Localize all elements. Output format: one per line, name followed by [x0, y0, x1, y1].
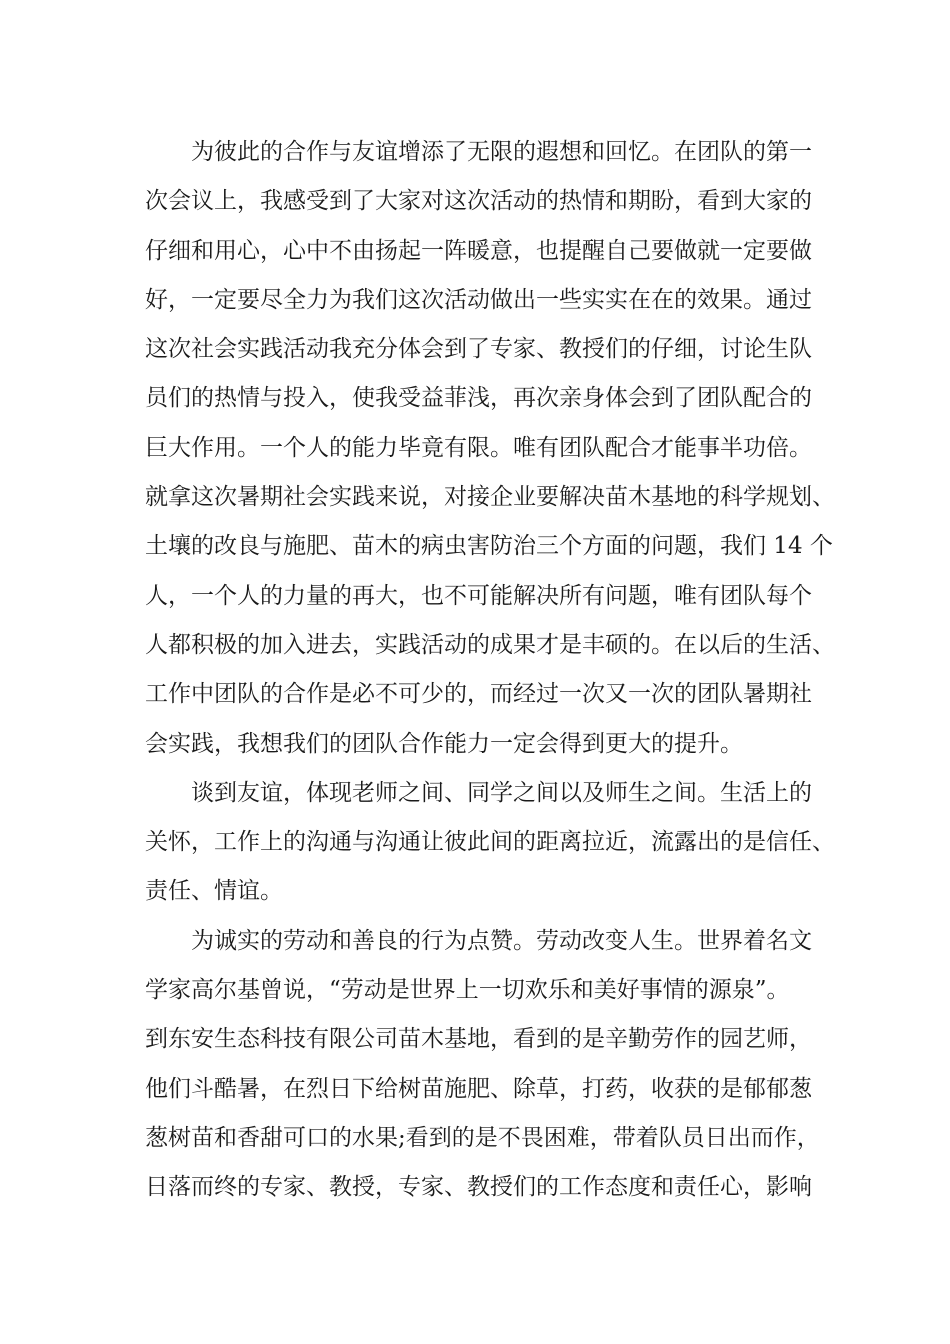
paragraph-1-line-7: 巨大作用。一个人的能力毕竟有限。唯有团队配合才能事半功倍。: [145, 434, 812, 461]
paragraph-1-line-1: 为彼此的合作与友谊增添了无限的遐想和回忆。在团队的第一: [191, 139, 812, 165]
paragraph-3-line-1: 为诚实的劳动和善良的行为点赞。劳动改变人生。世界着名文: [191, 927, 812, 954]
paragraph-1-line-3: 仔细和用心，心中不由扬起一阵暖意，也提醒自己要做就一定要做: [145, 237, 812, 264]
paragraph-3-line-4: 他们斗酷暑，在烈日下给树苗施肥、除草，打药，收获的是郁郁葱: [145, 1075, 812, 1102]
paragraph-2-line-3: 责任、情谊。: [145, 878, 283, 905]
paragraph-3-line-3: 到东安生态科技有限公司苗木基地，看到的是辛勤劳作的园艺师，: [145, 1026, 812, 1053]
paragraph-2-line-1: 谈到友谊，体现老师之间、同学之间以及师生之间。生活上的: [191, 779, 812, 806]
body-text: [145, 128, 835, 1213]
paragraph-3-line-2: 学家高尔基曾说，“劳动是世界上一切欢乐和美好事情的源泉”。: [145, 977, 790, 1004]
paragraph-1-line-8: 就拿这次暑期社会实践来说，对接企业要解决苗木基地的科学规划、: [145, 484, 835, 511]
paragraph-1-line-12: 工作中团队的合作是必不可少的，而经过一次又一次的团队暑期社: [145, 681, 812, 708]
paragraph-1-line-9: 土壤的改良与施肥、苗木的病虫害防治三个方面的问题，我们 14 个: [145, 533, 833, 560]
paragraph-1-line-2: 次会议上，我感受到了大家对这次活动的热情和期盼，看到大家的: [145, 188, 812, 215]
paragraph-1-line-4: 好，一定要尽全力为我们这次活动做出一些实实在在的效果。通过: [145, 286, 812, 313]
paragraph-1-line-11: 人都积极的加入进去，实践活动的成果才是丰硕的。在以后的生活、: [145, 631, 835, 658]
paragraph-3-line-5: 葱树苗和香甜可口的水果;看到的是不畏困难，带着队员日出而作，: [145, 1124, 820, 1151]
paragraph-2-line-2: 关怀，工作上的沟通与沟通让彼此间的距离拉近，流露出的是信任、: [145, 829, 835, 856]
paragraph-1-line-13: 会实践，我想我们的团队合作能力一定会得到更大的提升。: [145, 730, 743, 757]
paragraph-1-line-6: 员们的热情与投入，使我受益菲浅，再次亲身体会到了团队配合的: [145, 385, 812, 412]
paragraph-1-line-5: 这次社会实践活动我充分体会到了专家、教授们的仔细，讨论生队: [145, 336, 812, 363]
paragraph-1-line-10: 人，一个人的力量的再大，也不可能解决所有问题，唯有团队每个: [145, 582, 812, 609]
paragraph-3-line-6: 日落而终的专家、教授，专家、教授们的工作态度和责任心，影响: [145, 1174, 812, 1201]
